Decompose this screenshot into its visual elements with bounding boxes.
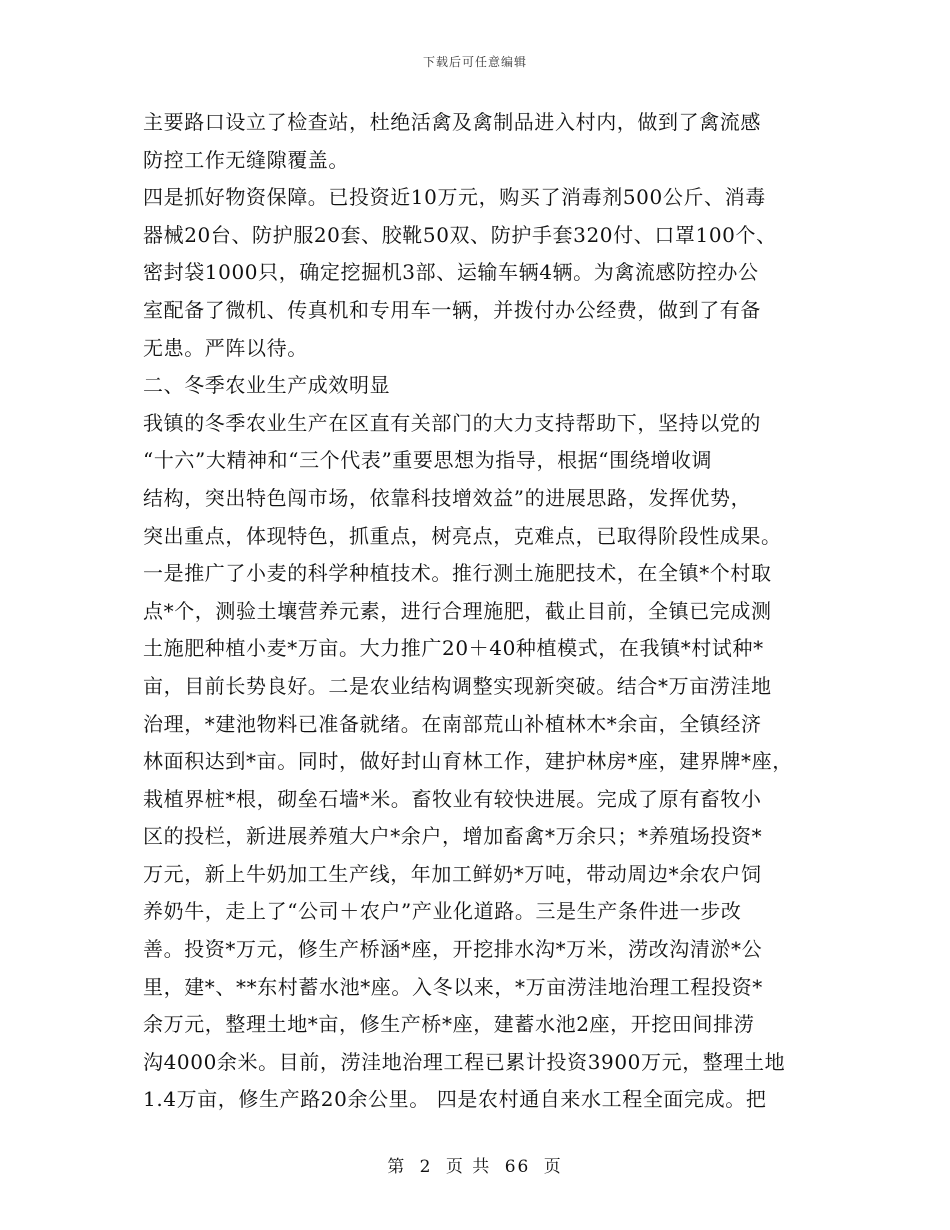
- body-line: 密封袋1000只，确定挖掘机3部、运输车辆4辆。为禽流感防控办公: [143, 260, 759, 285]
- body-line: 点*个，测验土壤营养元素，进行合理施肥，截止目前，全镇已完成测: [143, 598, 772, 623]
- body-line: 万元，新上牛奶加工生产线，年加工鲜奶*万吨，带动周边*余农户饲: [143, 861, 762, 886]
- body-line: 突出重点，体现特色，抓重点，树亮点，克难点，已取得阶段性成果。: [143, 523, 782, 548]
- body-line: 室配备了微机、传真机和专用车一辆，并拨付办公经费，做到了有备: [143, 297, 761, 322]
- body-line: 土施肥种植小麦*万亩。大力推广20＋40种植模式，在我镇*村试种*: [143, 636, 764, 661]
- body-line: 无患。严阵以待。: [143, 335, 308, 360]
- section-heading: 二、冬季农业生产成效明显: [143, 373, 391, 398]
- body-line: 沟4000余米。目前，涝洼地治理工程已累计投资3900万元，整理土地: [143, 1049, 786, 1074]
- document-body: [143, 104, 815, 1119]
- page-footer: [0, 1152, 950, 1177]
- page-mid: 页 共: [445, 1157, 492, 1177]
- page-suffix: 页: [543, 1157, 563, 1177]
- body-line: 栽植界桩*根，砌垒石墙*米。畜牧业有较快进展。完成了原有畜牧小: [143, 786, 762, 811]
- page-header-note: 下载后可任意编辑: [422, 55, 527, 69]
- body-line: 我镇的冬季农业生产在区直有关部门的大力支持帮助下，坚持以党的: [143, 410, 761, 435]
- body-line: 四是抓好物资保障。已投资近10万元，购买了消毒剂500公斤、消毒: [143, 185, 766, 210]
- body-line: 治理，*建池物料已准备就绪。在南部荒山补植林木*余亩，全镇经济: [143, 711, 762, 736]
- body-line: 主要路口设立了检查站，杜绝活禽及禽制品进入村内，做到了禽流感: [143, 110, 761, 134]
- body-line: 善。投资*万元，修生产桥涵*座，开挖排水沟*万米，涝改沟清淤*公: [143, 937, 763, 962]
- page-number: 2: [419, 1157, 433, 1177]
- body-line: 余万元，整理土地*亩，修生产桥*座，建蓄水池2座，开挖田间排涝: [143, 1012, 755, 1037]
- body-line: 一是推广了小麦的科学种植技术。推行测土施肥技术，在全镇*个村取: [143, 561, 772, 586]
- body-line: 结构，突出特色闯市场，依靠科技增效益”的进展思路，发挥优势，: [143, 485, 752, 510]
- body-line: 亩，目前长势良好。二是农业结构调整实现新突破。结合*万亩涝洼地: [143, 673, 772, 698]
- body-line: 器械20台、防护服20套、胶靴50双、防护手套320付、口罩100个、: [143, 222, 777, 247]
- body-line: 1.4万亩，修生产路20余公里。 四是农村通自来水工程全面完成。把: [143, 1087, 767, 1112]
- page-total: 66: [504, 1157, 531, 1177]
- body-line: 养奶牛，走上了“公司＋农户”产业化道路。三是生产条件进一步改: [143, 899, 742, 924]
- body-line: 里，建*、**东村蓄水池*座。入冬以来，*万亩涝洼地治理工程投资*: [143, 974, 763, 999]
- body-line: 林面积达到*亩。同时，做好封山育林工作，建护林房*座，建界牌*座，: [143, 749, 793, 774]
- page-prefix: 第: [387, 1157, 407, 1177]
- body-line: “十六”大精神和“三个代表”重要思想为指导，根据“围绕增收调: [143, 448, 713, 473]
- body-line: 防控工作无缝隙覆盖。: [143, 147, 349, 172]
- body-line: 区的投栏，新进展养殖大户*余户，增加畜禽*万余只；*养殖场投资*: [143, 824, 763, 849]
